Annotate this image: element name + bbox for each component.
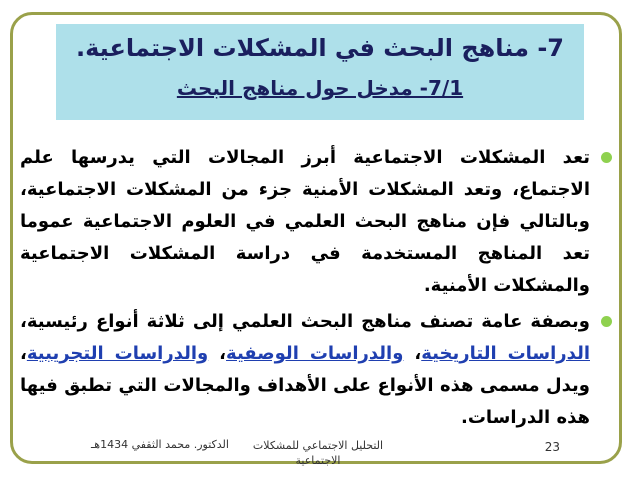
title-box [56,24,584,120]
paragraph-2 [20,306,616,434]
link-experimental-studies[interactable]: والدراسات التجريبية [26,343,209,364]
link-descriptive-studies[interactable]: والدراسات الوصفية [226,343,404,364]
paragraph-2-intro: وبصفة عامة تصنف مناهج البحث العلمي إلى ثلاثة أنواع رئيسية، [20,311,590,332]
slide-subtitle [56,76,584,100]
slide-title: 7- مناهج البحث في المشكلات الاجتماعية. [76,34,564,62]
footer-author: الدكتور. محمد الثقفي 1434هـ [91,438,229,451]
paragraph-1-text: تعد المشكلات الاجتماعية أبرز المجالات التي يدرسها علم الاجتماع، وتعد المشكلات الأمنية جزء من المشكلات الاجتماعية، وبالتالي فإن مناهج البحث العلمي في العلوم الاجتماعية عموما تعد المناهج المستخدمة في دراسة المشكلات الاجتماعية والمشكلات الأمنية. [20,147,590,296]
slide-subtitle-text: 7/1- مدخل حول مناهج البحث [176,76,464,100]
bullet-icon [601,152,612,163]
page-number: 23 [544,440,560,454]
paragraph-1 [20,142,616,302]
link-historical-studies[interactable]: الدراسات التاريخية [421,343,590,364]
footer-course-title: التحليل الاجتماعي للمشكلات الاجتماعية [252,439,384,467]
separator: ، [403,343,422,364]
bullet-icon [601,316,612,327]
paragraph-2-rest: ، ويدل مسمى هذه الأنواع على الأهداف والمجالات التي تطبق فيها هذه الدراسات. [20,343,590,428]
separator: ، [208,343,227,364]
slide-content [20,142,616,438]
